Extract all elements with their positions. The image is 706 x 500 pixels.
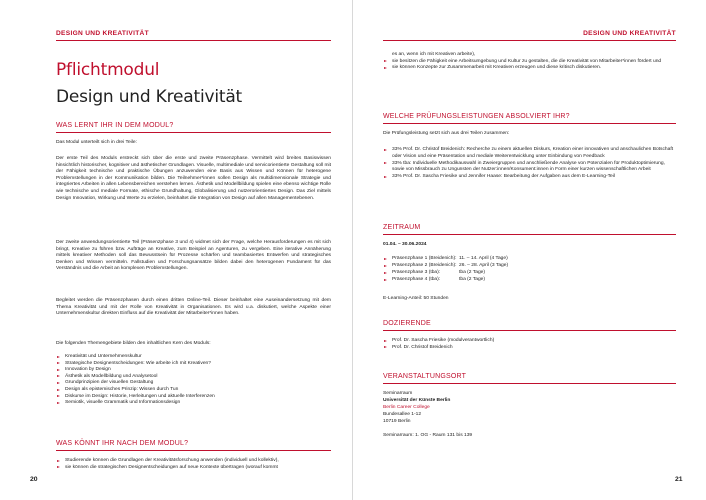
venue-room: Seminarraum: 1. OG - Raum 131 bis 139: [383, 433, 473, 438]
list-item: sie können Konzepte zur Zusammenarbeit mit Kreativen erzeugen und diese kritisch diskutieren.: [383, 65, 676, 72]
list-item: Prof. Dr. Christof Breidenich: [383, 345, 676, 352]
period-heading-rule: [383, 234, 676, 235]
list-item: Studierende können die Grundlagen der Kreativitätsforschung anwenden (individuell und kollektiv),: [56, 458, 346, 465]
intro-text: Das Modul unterteilt sich in drei Teile:: [56, 140, 137, 145]
phase-row: Präsenzphase 1 (Breidenich): 11. – 14. April (4 Tage): [383, 256, 676, 263]
after-list: [56, 458, 346, 471]
exam-heading-rule: [383, 123, 676, 124]
exam-intro: Die Prüfungsleistung setzt sich aus drei Teilen zusammen:: [383, 131, 510, 136]
running-head-left: DESIGN UND KREATIVITÄT: [56, 30, 149, 37]
phase-row: Präsenzphase 4 (tba): tba (2 Tage): [383, 277, 676, 284]
period-range: 01.04. – 30.06.2024: [383, 242, 427, 247]
head-rule-right: [383, 40, 676, 41]
period-heading: ZEITRAUM: [383, 224, 421, 231]
continued-list: [383, 52, 676, 72]
paragraph-2: Der zweite anwendungsorientierte Teil (Präsenzphase 3 und 4) widmet sich der Frage, welche Herausforderungen es mit sich bringt, Kreative zu führen bzw. Aufträge an Kreative, zum Beispiel an Agenturen, zu vergeben. Eine iterative Annäherung mittels kreativer Methoden soll das Bewusstsein für Prozesse schärfen und teambasiertes Entwerfen und strategisches Denken und Wissen vermitteln. Fallstudien und Forschungsansätze bilden dabei den heterogenen Fundament für das Verständnis und die Arbeit an komplexen Problemstellungen.: [56, 240, 331, 272]
learn-heading: WAS LERNT IHR IN DEM MODUL?: [56, 122, 174, 129]
elearning-share: E-Learning-Anteil: 50 Stunden: [383, 296, 449, 301]
venue-city: 10719 Berlin: [383, 419, 411, 424]
page-number-left: 20: [30, 476, 38, 483]
list-item: 33% Prof. Dr. Christof Breidenich: Recherche zu einem aktuellen Diskurs, Kreation einer innovativen und anschaulichen Botschaft oder Vision und eine Präsentation und mediale Weiterentwicklung unter Einbindung von Feedback: [383, 147, 676, 160]
page-number-right: 21: [675, 476, 683, 483]
venue-street: Bundesallee 1-12: [383, 412, 422, 417]
head-rule-left: [56, 40, 331, 41]
list-item: Strategische Designentscheidungen: Wie arbeite ich mit Kreativen?: [56, 361, 331, 368]
list-item: Ästhetik als Modellbildung und Analysetool: [56, 374, 331, 381]
module-type-title: Pflichtmodul: [56, 60, 160, 80]
list-item: sie besitzen die Fähigkeit eine Arbeitsumgebung und Kultur zu gestalten, die die Kreativität von Mitarbeiter*innen fördert und: [383, 59, 676, 66]
venue-heading: VERANSTALTUNGSORT: [383, 373, 467, 380]
list-item: Innovation by Design: [56, 367, 331, 374]
venue-heading-rule: [383, 383, 676, 384]
right-page: [353, 0, 706, 500]
exam-heading: WELCHE PRÜFUNGSLEISTUNGEN ABSOLVIERT IHR?: [383, 113, 570, 120]
topics-list: [56, 354, 331, 407]
running-head-right: DESIGN UND KREATIVITÄT: [583, 30, 676, 37]
list-item: 33% tba: Individuelle Methodikauswahl in Zweiergruppen und anschließende Analyse von Potenzialen für Produktoptimierung, sowie von Missbrauch zu Ungunsten der Nutzer:innen/Konsument:innen in Form einer kurzen wissenschaftlichen Arbeit: [383, 161, 676, 174]
list-item: sie können die strategischen Designentscheidungen auf neue Kontexte übertragen (worauf kommt: [56, 465, 346, 472]
list-item: Grundprinzipien der visuellen Gestaltung: [56, 380, 331, 387]
list-item: Prof. Dr. Sascha Friesike (modulverantwortlich): [383, 338, 676, 345]
paragraph-1: Der erste Teil des Moduls erstreckt sich über die erste und zweite Präsenzphase. Vermittelt wird breites Basiswissen hinsichtlich historischer, kognitiver und ästhetischer Grundlagen. Visuelle, multimediale und servicorientierte Gestaltung soll mit der Fähigkeit technische und praktische Übungen anzuwenden eine Basis aus Wissen und Können für heterogene Problemstellungen in der Kommunikation bilden. Die Teilnehmer*innen sollen Design als multidimensionale Strategie und integriertes Arbeiten in allen Lebensbereichen verstehen lernen. Ästhetik und Modellbildung spielen eine ebenso wichtige Rolle wie technische und mediale Formate, ethische Grundhaltung, Globalisierung und nutzerorientiertes Design. Das Ziel mittels Design Innovation, Wirkung und Werte zu erzielen, beinhaltet die Integration von Design auf allen Managementebenen.: [56, 156, 331, 201]
list-item: Semiotik, visuelle Grammatik und Informationsdesign: [56, 400, 331, 407]
list-item: Diskurse im Design: Historie, Herleitungen und aktuelle Interferenzen: [56, 394, 331, 401]
phase-row: Präsenzphase 2 (Breidenich): 26. – 28. April (3 Tage): [383, 263, 676, 270]
phase-row: Präsenzphase 3 (tba): tba (2 Tage): [383, 270, 676, 277]
learn-heading-rule: [56, 132, 331, 133]
list-item: Kreativität und Unternehmenskultur: [56, 354, 331, 361]
venue-label: Seminarraum: [383, 391, 413, 396]
after-heading-rule: [56, 450, 331, 451]
list-item: 33% Prof. Dr. Sascha Friesike und Jennifer Haase: Bearbeitung der Aufgaben aus dem E-Learning-Teil: [383, 174, 676, 181]
list-item: es an, wenn ich mit Kreativen arbeite),: [392, 52, 476, 57]
lecturers-heading-rule: [383, 330, 676, 331]
lecturers-heading: DOZIERENDE: [383, 320, 431, 327]
list-item: Design als epistemisches Prinzip: Wissen durch Tun: [56, 387, 331, 394]
exam-list: [383, 147, 676, 181]
lecturers-list: [383, 338, 676, 351]
venue-college: Berlin Career College: [383, 405, 430, 410]
module-name-title: Design und Kreativität: [56, 87, 243, 107]
after-heading: WAS KÖNNT IHR NACH DEM MODUL?: [56, 440, 189, 447]
topics-intro: Die folgenden Themengebiete bilden den inhaltlichen Kern des Moduls:: [56, 341, 211, 346]
venue-university: Universität der Künste Berlin: [383, 398, 451, 403]
paragraph-3: Begleitet werden die Präsenzphasen durch einen dritten Online-Teil. Dieser beinhaltet eine Auseinandersetzung mit dem Thema Kreativität und mit der Rolle von Kreativität in Organisationen. Es wird u.a. diskutiert, welche Aspekte einer Unternehmenskultur direkten Einfluss auf die Kreativität der Mitarbeiter*innen haben.: [56, 298, 331, 317]
